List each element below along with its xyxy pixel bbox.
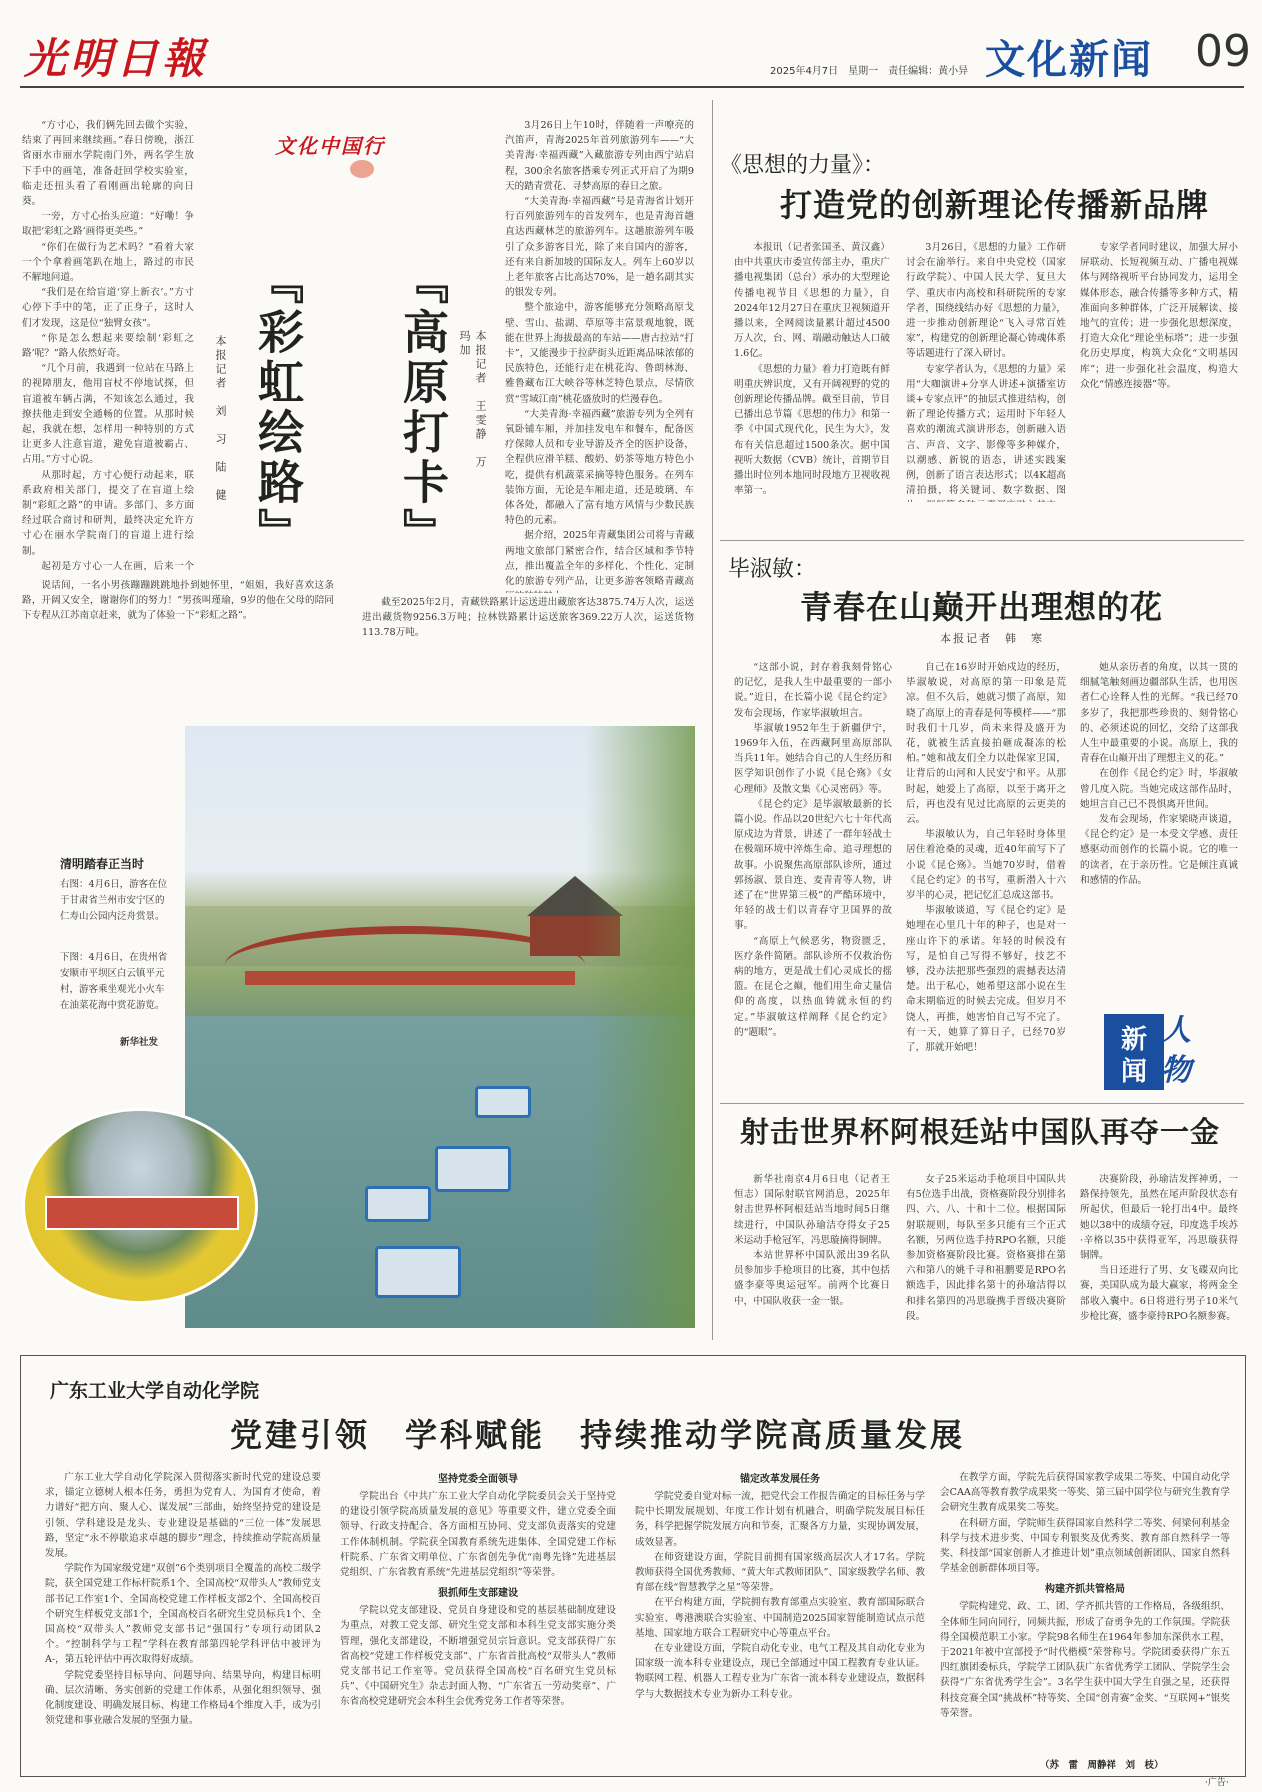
bi-kicker: 毕淑敏： (728, 557, 817, 582)
thought-col-2: 3月26日，《思想的力量》工作研讨会在渝举行。来自中央党校（国家行政学院）、中国人民大学、复旦大学、重庆市内高校和科研院所的专家学者，围绕线结办好《思想的力量》，进一步推动创新理论“飞入寻常百姓家”，构建党的创新理论凝心铸魂体系等话题进行了深入研讨。 专家学者认为，《思想的力量》采用“大咖演讲+分享人讲述+演播室访谈+专家点评”的抽层式推进结构，创新了理论传播方式；运用时下年轻人喜欢的潮流式演讲形态，创新融入语言、声音、文字、影像等多种媒介，以潮感、新锐的语态，讲述实践案例，创新了语言表达形式；以4K超高清拍摄，将关键词、数字数据、图 (906, 242, 1066, 497)
bi-headline: 青春在山巅开出理想的花 (800, 588, 1164, 626)
section-divider-2 (720, 1103, 1244, 1104)
badge-char-3: 人 (1161, 1013, 1191, 1048)
column-logo: 文化中国行 (275, 134, 385, 158)
photo-caption-title: 清明踏春正当时 (60, 857, 145, 871)
ad-headline: 党建引领 学科赋能 持续推动学院高质量发展 (230, 1416, 966, 1454)
bi-byline: 本报记者 韩 寒 (940, 632, 1044, 645)
badge-char-2: 闻 (1120, 1057, 1148, 1087)
bi-col-2: 自己在16岁时开始戍边的经历，毕淑敏说，对高原的第一印象是荒凉。但不久后，她就习惯了高原，知晓了高原上的青春是何等模样——“那时我们十几岁，尚未来得及盛开为花，就被生活直接拍砸成凝冻的松柏。”她和战友们全力以赴保家卫国，让背后的山河和人民安宁和平。从那时起，她爱上了高原，以至于离开之后，再也没有见过比高原的云更美的云。 毕淑敏认为，自己年轻时身体里居住着沧桑的灵魂，近40年前写下了小说《昆仑殇》。当她70岁时，借着《昆仑约定》的书写，重新潜入十六岁半的心灵，把记忆汇总成这部书。 毕淑敏谈道，写《昆仑约定》是她埋在心里几十年的种子，也是对一座山许下的承诺。年轻的时候没有写，是怕自己写得不够好，技艺不够，没办法把那些强烈的震撼表达清楚。出于私心，她希望这部小说在生命末期临近的时候去完成。但岁月不饶人，再推，她害怕自己写不完了。有一天，她算了算日子，已经70岁了，那就开始吧！ (906, 662, 1066, 1054)
bi-col-1: “这部小说，封存着我刻骨铭心的记忆，是我人生中最重要的一部小说。”近日，在长篇小说《昆仑约定》发布会现场，作家毕淑敏坦言。 毕淑敏1952年生于新疆伊宁，1969年入伍，在西藏阿里高原部队当兵11年。她结合自己的人生经历和医学知识创作了小说《昆仑殇》《女心理师》及散文集《心灵密码》等。 《昆仑约定》是毕淑敏最新的长篇小说。作品以20世纪六七十年代高原戍边为背景，讲述了一群年轻战士在极端环境中淬炼生命、追寻理想的故事。小说聚焦高原部队诊所，通过郭扬淑、景自连、麦青青等人物，讲述了在“世界第三极”的严酷环境中，年轻的战士们以青春守卫国界的故事。 “高原上气候恶劣，物资匮乏，医疗条件简陋。部队诊所不仅救治伤病的地方，更是战士们心灵成长的摇篮。在昆仑之巅，他们用生命丈量信仰的高度，以热血铸就永恒的约定。”毕淑敏这样阐释《昆仑约定》的“题眼”。 (734, 662, 892, 1038)
rainbow-col-1: “方寸心，我们俩先回去做个实验，结束了再回来继续画。”春日傍晚，浙江省丽水市丽水学院南门外，两名学生放下手中的画笔，准备赶回学校实验室，临走还扭头看了看刚画出轮廓的向日葵。 一旁，方寸心抬头应道：“好嘞！争取把‘彩虹之路’画得更美些。” “你们在做行为艺术吗？”看着大家一个个拿着画笔趴在地上，路过的市民不解地问道。 “我们是在给盲道‘穿上新衣’。”方寸心停下手中的笔，正了正身子，这时人们才发现，这是位“独臂女孩”。 “你是怎么想起来要绘制‘彩虹之路’呢？”路人依然好奇。 “几个月前，我遇到一位站在马路上的视障朋友，他用盲杖不停地试探，但盲道被车辆占满，不知该怎么通过，我撩扶他走到安全通畅的位置。从那时候起，我就在想，怎样用一种特别的方式让更多人注意盲道，避免盲道被霸占、占用。”方寸心说。 从那时起，方寸心便行动起来，联系政府相关部门，提交了在盲道上绘制“彩虹之路”的申请。多部门、多方面经过联合商讨和研判，最终决定允许方寸心在丽水学院南门的盲道上进行绘制。 起初是方寸心一人在画，后来一个 (22, 120, 194, 572)
masthead-logo: 光明日報 (24, 34, 209, 83)
thought-kicker: 《思想的力量》： (720, 153, 886, 178)
ad-col-3: 锚定改革发展任务 学院党委自觉对标一流，把党代会工作报告确定的目标任务与学院中长期发展规划、年度工作计划有机融合，明确学院发展目标任务，科学把握学院发展方向和节奏，汇聚各方力量，实现协调发展，成效显著。 在师资建设方面，学院目前拥有国家级高层次人才17名。学院教师获得全国优秀教师、“黄大年式教师团队”、国家级教学名师、教育部在线“智慧教学之星”等荣誉。 在平台构建方面，学院拥有教育部重点实验室、教育部国际联合实验室、粤港澳联合实验室、中国制造2025国家智能制造试点示范基地、国家地方联合工程研究中心等重点平台。 在专业建设方面，学院自动化专业、电气工程及其自动化专业为国家级一流本科专业建设点，现已全部通过中国工程教育专业认证。物联网工程、机器人工程专业为广东省一流本科专业建设点，数据科学与大数据技术专业为新办工科专业。 (635, 1470, 925, 1760)
tourist-train (45, 1196, 239, 1230)
ad-author: （苏 雷 周静祥 刘 枝） (1040, 1760, 1164, 1771)
ad-subhead-pattern: 构建齐抓共管格局 (1045, 1584, 1125, 1596)
thought-col-1: 本报讯（记者张国圣、黄汉鑫）由中共重庆市委宣传部主办，重庆广播电视集团（总台）承办的大型理论传播电视节目《思想的力量》，自2024年12月27日在重庆卫视频道开播以来，全网阅读量累计超过4500万人次，台、网、端融动触达人口破1.6亿。 《思想的力量》着力打造既有鲜明重庆辨识度，又有开阔视野的党的创新理论传播品牌。截至目前，节目已播出总节篇《思想的伟力》和第一季《中国式现代化，民生为大》，发布有关信息超过1500条次。据中国视听大数据（CVB）统计，首期节目播出时位列本地同时段地方卫视收视率第一。 (734, 242, 890, 497)
rainbow-col-end: 说话间，一名小男孩蹦蹦跳跳地扑到她怀里，“姐姐，我好喜欢这条路，开阔又安全，谢谢你们的努力！”男孩叫瑾瑜，9岁的他在父母的陪同下专程从江苏南京赶来，就为了体验一下“彩虹之路”。 (22, 580, 334, 622)
cloud-ornament-icon (350, 160, 374, 178)
plateau-byline: 本报记者 王雯静 万玛加 (458, 330, 487, 470)
section-title: 文化新闻 (985, 36, 1153, 83)
photo-caption-top: 右图：4月6日，游客在位于甘肃省兰州市安宁区的仁寿山公园内泛舟赏景。 (60, 879, 168, 922)
boat-3 (475, 1086, 531, 1118)
shooting-col-1: 新华社南京4月6日电（记者王恒志）国际射联官网消息，2025年射击世界杯阿根廷站当地时间5日继续进行，中国队孙瑜洁夺得女子25米运动手枪冠军，冯思璇摘得铜牌。 本站世界杯中国队派出39名队员参加步手枪项目的比赛，其中包括盛李豪等奥运冠军。前两个比赛日中，中国队收获一金一银。 (734, 1174, 890, 1307)
header-rule (20, 86, 1244, 88)
ad-subhead-reform: 锚定改革发展任务 (740, 1474, 820, 1485)
ad-col-2: 坚持党委全面领导 学院出台《中共广东工业大学自动化学院委员会关于坚持党的建设引领学院高质量发展的意见》等重要文件，建立党委全面领导、行政支持配合、各方面相互协同、党支部负责落实的党建工作体制机制。学院获全国教育系统先进集体、全国党建工作标杆院系、广东省文明单位、广东省创先争优“南粤先锋”先进基层党组织、广东省教育系统“先进基层党组织”等荣誉。 狠抓师生支部建设 学院以党支部建设、党员自身建设和党的基层基础制度建设为重点，对教工党支部、研究生党支部和本科生党支部实施分类管理，强化支部建设，不断增强党员宗旨意识。党支部获得广东省高校“党建工作样板党支部”、广东省首批高校“双带头人”教师党支部书记工作室等。党员获得全国高校“百名研究生党员标兵”、《中国研究生》杂志封面人物、“广东省五一劳动奖章”、广东省高校党建研究会本科生会优秀党务工作者等荣誉。 (340, 1470, 616, 1760)
plateau-title: 『高原打卡』 (396, 258, 450, 558)
ad-col-4: 在教学方面，学院先后获得国家教学成果二等奖、中国自动化学会CAA高等教育教学成果奖一等奖、第三届中国学位与研究生教育学会研究生教育成果奖二等奖。 在科研方面，学院师生获得国家自然科学二等奖、何梁何利基金科学与技术进步奖、中国专利银奖及优秀奖、教育部自然科学一等奖、科技部“国家创新人才推进计划”重点领域创新团队、国家自然科学基金创新群体项目等。 构建齐抓共管格局 学院构建党、政、工、团、学齐抓共管的工作格局，各级组织、全体师生同向同行，同频共振，形成了奋勇争先的工作氛围。学院获得全国模范职工小家。学院98名师生在1964年参加东深供水工程，于2021年被中宣部授予“时代楷模”荣誉称号。学院团委获得广东五四红旗团委标兵，学院学工团队获广东省优秀学工团队、学院学生会获得“广东省优秀学生会”。3名学生获中国大学生自强之星，还获得科技竞赛全国“挑战杯”特等奖、全国“创青赛”金奖、“互联网+”银奖等荣誉。 (940, 1472, 1230, 1719)
people-news-badge (1102, 1000, 1198, 1092)
thought-headline: 打造党的创新理论传播新品牌 (780, 186, 1210, 224)
thought-col-3: 专家学者同时建议，加强大屏小屏联动、长短视频互动、广播电视媒体与网络视听平台协同发力，运用全媒体形态，融合传播等多种方式，精准面向多种群体，广泛开展解读、接地气的宣传；进一步强化思想深度，打造大众化“理论坐标塔”；进一步强化历史厚度，构筑大众化“文明基因库”；进一步强化社会温度，构造大众化“情感连接器”等。 (1080, 242, 1238, 390)
page-number: 09 (1195, 26, 1251, 77)
rainbow-byline: 本报记者 刘 习 陆 健 (214, 335, 227, 503)
ad-school-name: 广东工业大学自动化学院 (50, 1380, 260, 1402)
shooting-headline: 射击世界杯阿根廷站中国队再夺一金 (740, 1115, 1221, 1149)
ad-col-1: 广东工业大学自动化学院深入贯彻落实新时代党的建设总要求，锚定立德树人根本任务，勇担为党育人、为国育才使命，着力谱好“把方向、聚人心、谋发展”三部曲，始终坚持党的建设是引领、学科建设是龙头、专业建设是基础的“三位一体”发展思路，坚定“永不停歇追求卓越的脚步”理念，持续推动学院高质量发展。 学院作为国家级党建“双创”6个类别项目全覆盖的高校二级学院，获全国党建工作标杆院系1个、全国高校“双带头人”教师党支部书记工作室1个、全国高校党建工作样板支部2个、全国高校百个研究生样板党支部1个，全国高校百名研究生党员标兵1个、全国高校“双带头人”教师党支部书记“强国行”专项行动团队2个。“控制科学与工程”学科在教育部第四轮学科评估中被评为A-，第五轮评估中再次取得好成绩。 学院党委坚持目标导向、问题导向、结果导向，构建目标明确、层次清晰、务实创新的党建工作体系，从强化组织领导、强化制度建设、明确发展目标、构建工作格局4个维度入手，成为引领党建和事业融合发展的坚强力量。 (45, 1472, 321, 1727)
bridge-lake-photo (185, 726, 695, 1328)
header-date: 2025年4月7日 星期一 责任编辑：黄小异 (770, 66, 969, 77)
plateau-col-1: 3月26日上午10时，伴随着一声嘹亮的汽笛声，青海2025年首列旅游列车——“大美青海·幸福西藏”入藏旅游专列由西宁站启程，300余名旅客搭乘专列正式开启了为期9天的踏青赏花、寻梦高原的春日之旅。 “大美青海·幸福西藏”号是青海省计划开行百列旅游列车的首发列车，也是青海首趟直达西藏林芝的旅游列车。这趟旅游列车吸引了众多游客目光，除了来自国内的游客，还有来自新加坡的国际友人。列车上60岁以上老年旅客占比高达70%，是一趟名副其实的银发专列。 整个旅途中，游客能够充分领略高原戈壁、雪山、盐湖、草原等丰富景观地貌，既能在世界上海拔最高的车站——唐古拉站“打卡”，又能漫步于拉萨街头近距离品味浓郁的民族特色，还能行走在桃花沟、鲁朗林海、雅鲁藏布江大峡谷等林芝特色景点，尽情欣赏“雪域江南”桃花盛放时的烂漫春色。 “大美青海·幸福西藏”旅游专列为全列有氧卧铺车厢，并加挂发电车和餐车，配备医疗保障人员和专业导游及齐全的医护设备，全程供应滑羊糕、酸奶、奶茶等地方特色小吃，提供有机蔬菜采摘等特色服务。在列车装饰方面，无论是车厢走道，还是玻璃、车体各处，都融入了富有地方风情与少数民族特色的元素。 据介绍，2025年青藏集团公司将与青藏两地文旅部门紧密合作，结合区域和季节特点，推出覆盖全年的多样化、个性化、定制化的旅游专列产品，让更多游客领略青藏高 (505, 120, 694, 588)
badge-char-1: 新 (1120, 1025, 1148, 1055)
bi-col-3: 她从亲历者的角度，以其一贯的细腻笔触刻画边疆部队生活，也用医者仁心诠释人性的光辉。“我已经70多岁了，我把那些珍贵的、刻骨铭心的、必须述说的回忆，交给了这部我人生中最重要的小说。高原上，我的青春在山巅开出了理想主义的花。” 在创作《昆仑约定》时，毕淑敏曾几度入院。当她完成这部作品时，她坦言自己已不畏惧离开世间。 发布会现场，作家梁晓声谈道，《昆仑约定》是一本受文学感、责任感驱动而创作的长篇小说。它的唯一的读者，在于亲历性。它是倾注真诚和感情的作品。 (1080, 662, 1238, 886)
ad-subhead-branch: 狠抓师生支部建设 (438, 1588, 518, 1600)
photo-credit: 新华社发 (120, 1037, 159, 1048)
photo-caption-bottom: 下图：4月6日，在贵州省安顺市平坝区白云镇平元村，游客乘坐观光小火车在油菜花海中赏花游览。 (60, 952, 168, 1011)
badge-char-4: 物 (1161, 1053, 1191, 1088)
plateau-col-end: 截至2025年2月，青藏铁路累计运送进出藏旅客达3875.74万人次，运送进出藏货物9256.3万吨；拉林铁路累计运送旅客369.22万人次，运送货物113.78万吨。 (362, 597, 694, 639)
shooting-col-2: 女子25米运动手枪项目中国队共有5位选手出战，资格赛阶段分别排名四、六、八、十和十二位。根据国际射联规则，每队至多只能有三个正式名额，另两位选手持RPO名额，只能参加资格赛阶段比赛。资格赛排在第六和第八的姚千寻和祖鹏要是RPO名额选手，因此排名第十的孙瑜洁得以和排名第四的冯思璇携手晋级决赛阶段。 (906, 1174, 1066, 1322)
boat-2 (365, 1186, 431, 1222)
ad-subhead-leadership: 坚持党委全面领导 (438, 1474, 518, 1485)
shooting-col-3: 决赛阶段，孙瑜洁发挥神勇，一路保持领先，虽然在尾声阶段状态有所起伏，但最后一轮打出4中。最终她以38中的成绩夺冠，印度选手埃苏·辛格以35中获得亚军，冯思璇获得铜牌。 当日还进行了男、女飞碟双向比赛，美国队成为最大赢家，将两金全部收入囊中。6日将进行男子10米气步枪比赛，盛李豪持RPO名额参赛。 (1080, 1174, 1238, 1322)
train-flower-photo (22, 1108, 258, 1304)
section-divider (720, 540, 1244, 541)
boat-1 (435, 1146, 511, 1192)
ad-label: ·广告· (1205, 1778, 1229, 1788)
rainbow-title: 『彩虹绘路』 (251, 258, 305, 558)
boat-4 (375, 1246, 461, 1298)
column-divider (712, 100, 713, 1340)
